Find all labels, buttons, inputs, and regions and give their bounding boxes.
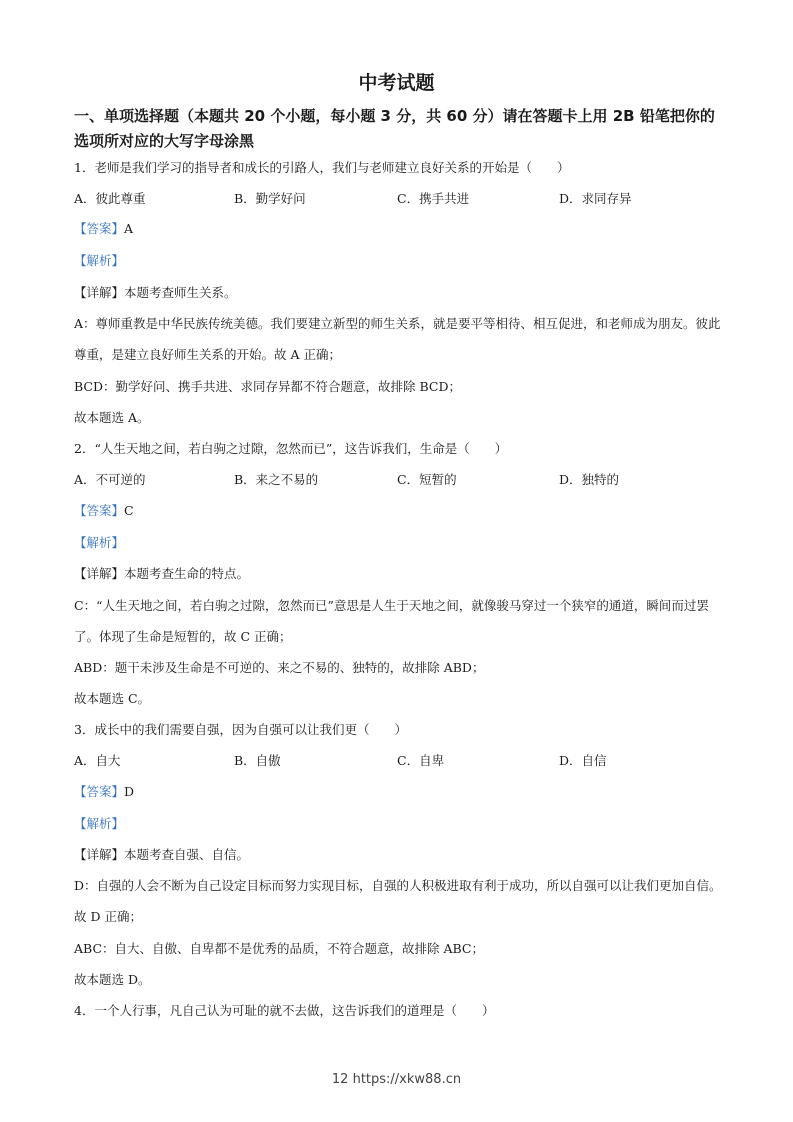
detail-label: 【详解】	[74, 285, 125, 300]
q2-option-a: A．不可逆的	[74, 472, 146, 487]
question-3-stem: 3．成长中的我们需要自强，因为自强可以让我们更（ ）	[74, 722, 407, 737]
q3-detail	[74, 847, 724, 863]
q3-explanation-abc: ABC：自大、自傲、自卑都不是优秀的品质，不符合题意，故排除 ABC；	[74, 941, 484, 956]
q1-analysis-label: 【解析】	[74, 253, 125, 268]
q1-option-d: D．求同存异	[559, 191, 632, 206]
q3-option-c: C．自卑	[397, 753, 445, 768]
q1-option-c: C．携手共进	[397, 191, 470, 206]
q3-option-d: D．自信	[559, 753, 607, 768]
answer-label: 【答案】	[74, 784, 125, 799]
q3-analysis-label: 【解析】	[74, 816, 125, 831]
q3-explanation-d: D：自强的人会不断为自己设定目标而努力实现目标，自强的人积极进取有利于成功，所以自强可以让我们更加自信。故 D 正确；	[74, 878, 722, 924]
q1-detail	[74, 285, 724, 301]
answer-label: 【答案】	[74, 503, 125, 518]
q1-explanation-a: A：尊师重教是中华民族传统美德。我们要建立新型的师生关系，就是要平等相待、相互促进，和老师成为朋友。彼此尊重，是建立良好师生关系的开始。故 A 正确；	[74, 316, 721, 362]
q3-detail-text: 本题考查自强、自信。	[124, 847, 250, 862]
q2-answer	[74, 503, 724, 519]
q3-answer	[74, 784, 724, 800]
q1-detail-text: 本题考查师生关系。	[124, 285, 237, 300]
page-footer: 12 https://xkw88.cn	[331, 1072, 462, 1087]
q3-option-b: B．自傲	[234, 753, 281, 768]
q2-answer-value: C	[124, 503, 134, 518]
answer-label: 【答案】	[74, 221, 125, 236]
page-title: 中考试题	[358, 72, 435, 94]
q2-explanation-abd: ABD：题干未涉及生命是不可逆的、来之不易的、独特的，故排除 ABD；	[74, 660, 485, 675]
q1-option-a: A．彼此尊重	[74, 191, 146, 206]
q2-option-d: D．独特的	[559, 472, 620, 487]
q1-conclusion: 故本题选 A。	[74, 410, 150, 425]
question-2-stem: 2．“人生天地之间，若白驹之过隙，忽然而已”，这告诉我们，生命是（ ）	[74, 441, 508, 456]
q3-option-a: A．自大	[74, 753, 121, 768]
q1-answer-value: A	[124, 221, 134, 236]
q3-answer-value: D	[124, 784, 135, 799]
question-1-stem: 1．老师是我们学习的指导者和成长的引路人，我们与老师建立良好关系的开始是（ ）	[74, 160, 570, 175]
detail-label: 【详解】	[74, 847, 125, 862]
q2-option-c: C．短暂的	[397, 472, 457, 487]
q1-answer	[74, 221, 724, 237]
q2-detail	[74, 566, 724, 582]
q2-option-b: B．来之不易的	[234, 472, 319, 487]
detail-label: 【详解】	[74, 566, 125, 581]
q3-conclusion: 故本题选 D。	[74, 972, 151, 987]
question-4-stem: 4．一个人行事，凡自己认为可耻的就不去做，这告诉我们的道理是（ ）	[74, 1003, 495, 1018]
q2-detail-text: 本题考查生命的特点。	[124, 566, 250, 581]
q1-explanation-bcd: BCD：勤学好问、携手共进、求同存异都不符合题意，故排除 BCD；	[74, 379, 461, 394]
section-heading: 一、单项选择题（本题共 20 个小题，每小题 3 分，共 60 分）请在答题卡上用 2B 铅笔把你的选项所对应的大写字母涂黑	[74, 107, 715, 150]
q2-explanation-c: C：“人生天地之间，若白驹之过隙，忽然而已”意思是人生于天地之间，就像骏马穿过一个狭窄的通道，瞬间而过罢了。体现了生命是短暂的，故 C 正确；	[74, 598, 709, 644]
q1-option-b: B．勤学好问	[234, 191, 306, 206]
q2-analysis-label: 【解析】	[74, 535, 125, 550]
q2-conclusion: 故本题选 C。	[74, 691, 151, 706]
